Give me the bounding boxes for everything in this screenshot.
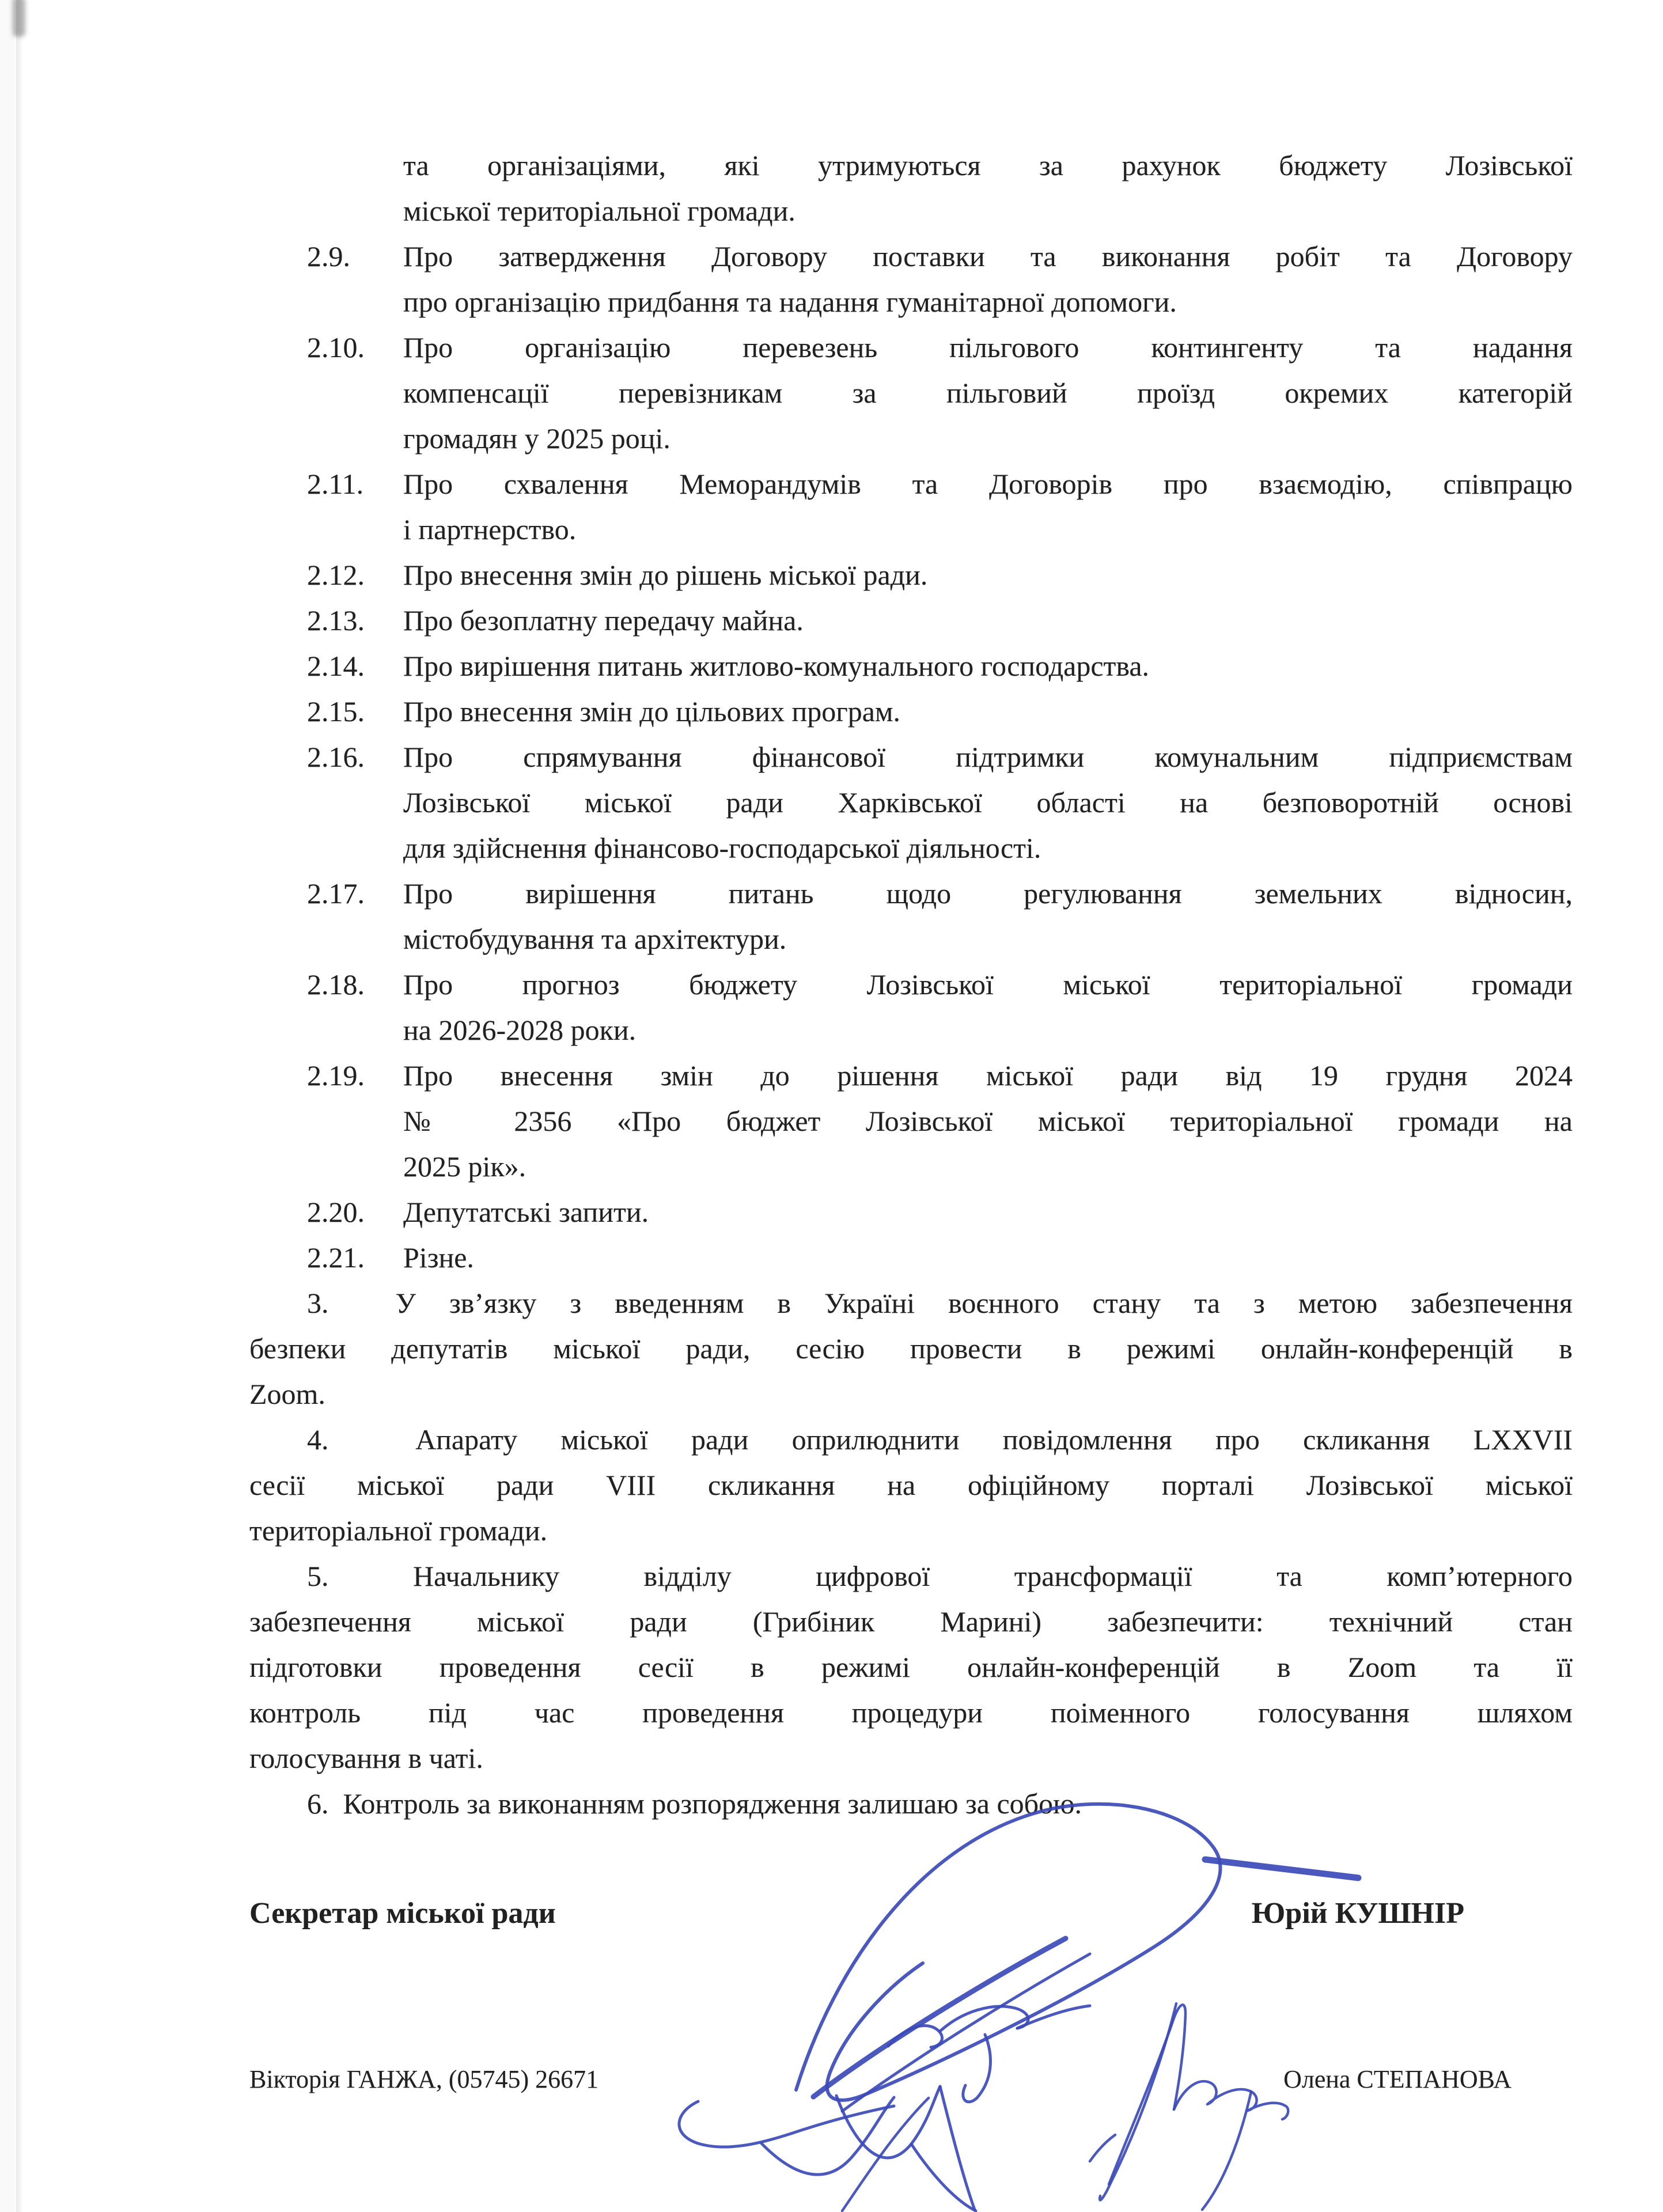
agenda-item [249,1053,1573,1190]
text-line: Про внесення змін до цільових програм. [403,695,901,728]
item-text [403,325,1573,461]
scan-edge-line [16,0,22,2212]
agenda-list [249,234,1573,1281]
text-line: Про прогноз бюджету Лозівської міської територіальної громади [403,968,1573,1001]
item-number: 2.12. [307,559,365,591]
signatory-name: Юрій КУШНІР [1251,1897,1464,1930]
item-text [403,871,1573,962]
text-line: компенсації перевізникам за пільговий проїзд окремих категорій [403,377,1573,409]
agenda-item [249,234,1573,325]
text-line: підготовки проведення сесії в режимі онлайн-конференцій в Zoom та її [249,1651,1573,1683]
text-line: і партнерство. [403,513,577,546]
agenda-item [249,1190,1573,1235]
item-number: 2.18. [307,968,365,1001]
text-line: громадян у 2025 році. [403,422,670,454]
text-line: 5. Начальнику відділу цифрової трансформації та комп’ютерного [307,1560,1573,1592]
executor-contact: Вікторія ГАНЖА, (05745) 26671 [249,2065,599,2093]
item-text [403,1190,1573,1235]
item-text [403,962,1573,1053]
item-text [403,689,1573,734]
text-line: Про схвалення Меморандумів та Договорів про взаємодію, співпрацю [403,468,1573,500]
item-text [403,1053,1573,1190]
item-number: 2.21. [307,1241,365,1274]
text-line: про організацію придбання та надання гуманітарної допомоги. [403,286,1177,318]
text-line: 4. Апарату міської ради оприлюднити повідомлення про скликання LXXVII [307,1423,1573,1456]
item-text [403,734,1573,871]
text-line: Лозівської міської ради Харківської області на безповоротній основі [403,786,1573,819]
item-number: 2.11. [307,468,364,500]
item-number: 2.19. [307,1059,365,1092]
agenda-item [249,643,1573,689]
text-line: Про внесення змін до рішення міської ради від 19 грудня 2024 [403,1059,1573,1092]
text-line: та організаціями, які утримуються за рахунок бюджету Лозівської [403,149,1573,181]
text-line: голосування в чаті. [249,1742,483,1774]
signature-row [249,1891,1573,1936]
numbered-paragraph [249,1281,1573,1417]
text-line: територіальної громади. [249,1514,548,1547]
signatory-title: Секретар міської ради [249,1897,556,1930]
item-number: 2.10. [307,331,365,363]
agenda-item [249,325,1573,461]
text-line: безпеки депутатів міської ради, сесію провести в режимі онлайн-конференцій в [249,1332,1573,1365]
text-line: Про затвердження Договору поставки та виконання робіт та Договору [403,240,1573,272]
text-line: 3. У зв’язку з введенням в Україні воєнного стану та з метою забезпечення [307,1287,1573,1319]
certifier-name: Олена СТЕПАНОВА [1283,2065,1512,2093]
text-line: містобудування та архітектури. [403,923,787,955]
scan-left-shade [0,0,15,2212]
text-line: Депутатські запити. [403,1196,649,1228]
agenda-item [249,689,1573,734]
item-number: 2.17. [307,877,365,910]
text-line: Zoom. [249,1378,325,1410]
text-line: на 2026-2028 роки. [403,1014,637,1046]
text-line: контроль під час проведення процедури поіменного голосування шляхом [249,1696,1573,1729]
text-line: Про організацію перевезень пільгового контингенту та надання [403,331,1573,363]
scan-corner-mark [13,0,25,37]
item-number: 2.20. [307,1196,365,1228]
text-line: міської територіальної громади. [403,195,795,227]
item-text [403,643,1573,689]
text-line: забезпечення міської ради (Грибіник Марині) забезпечити: технічний стан [249,1605,1573,1638]
item-text [403,552,1573,598]
agenda-item [249,552,1573,598]
document-body [249,143,1573,1827]
item-number: 2.16. [307,741,365,773]
text-line: Про безоплатну передачу майна. [403,604,804,637]
agenda-item [249,734,1573,871]
text-line: 2025 рік». [403,1150,526,1183]
agenda-item [249,598,1573,643]
agenda-item [249,1235,1573,1281]
agenda-item [249,962,1573,1053]
text-line: для здійснення фінансово-господарської діяльності. [403,832,1041,864]
item-number: 2.15. [307,695,365,728]
item-text [403,461,1573,552]
intro-continuation [403,143,1573,234]
text-line: Про спрямування фінансової підтримки комунальним підприємствам [403,741,1573,773]
agenda-item [249,461,1573,552]
text-line: № 2356 «Про бюджет Лозівської міської територіальної громади на [403,1105,1573,1137]
text-line: Про вирішення питань житлово-комунального господарства. [403,650,1150,682]
kushnir-signature-ink [662,1774,1388,2212]
item-number: 2.9. [307,240,350,272]
text-line: сесії міської ради VIII скликання на офіційному порталі Лозівської міської [249,1469,1573,1501]
footer-row [249,2060,1573,2099]
numbered-paragraph [249,1554,1573,1781]
agenda-item [249,871,1573,962]
numbered-paragraph [249,1781,1573,1827]
item-text [403,598,1573,643]
item-number: 2.13. [307,604,365,637]
item-text [403,234,1573,325]
numbered-paragraph [249,1417,1573,1554]
text-line: Про внесення змін до рішень міської ради. [403,559,928,591]
text-line: 6. Контроль за виконанням розпорядження залишаю за собою. [307,1787,1082,1820]
text-line: Про вирішення питань щодо регулювання земельних відносин, [403,877,1573,910]
text-line: Різне. [403,1241,474,1274]
item-number: 2.14. [307,650,365,682]
item-text [403,1235,1573,1281]
